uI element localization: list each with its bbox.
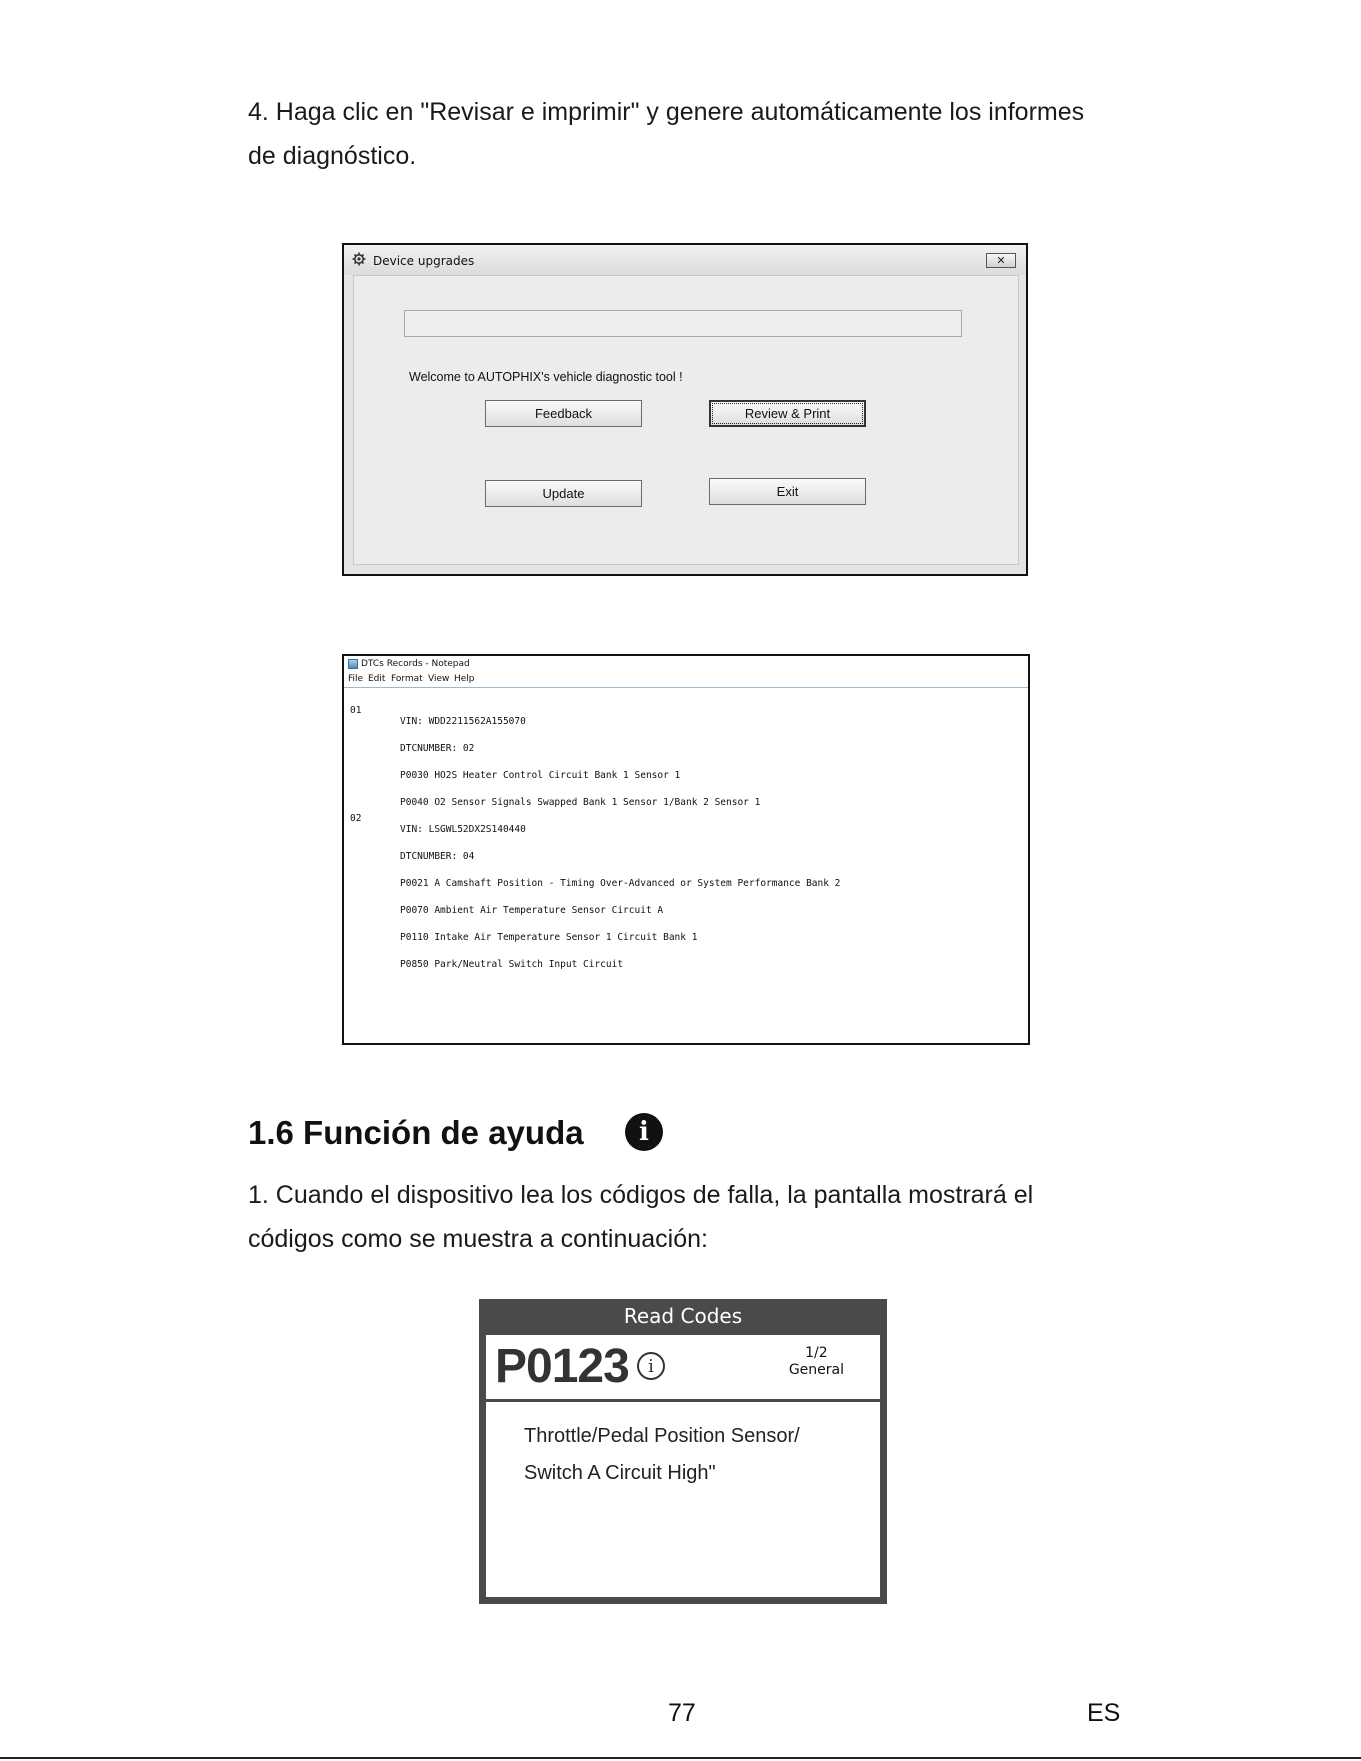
menu-view[interactable]: View bbox=[428, 674, 450, 684]
code-category: General bbox=[788, 1362, 844, 1378]
description-line-1: Throttle/Pedal Position Sensor/ bbox=[524, 1425, 800, 1447]
notepad-menubar bbox=[344, 672, 1028, 688]
code-page-indicator bbox=[789, 1345, 844, 1379]
text-line bbox=[350, 937, 624, 981]
dialog-body bbox=[353, 275, 1019, 565]
notepad-icon bbox=[348, 659, 358, 669]
feedback-button[interactable]: Feedback bbox=[485, 400, 642, 427]
dialog-titlebar bbox=[344, 245, 1026, 275]
progress-field bbox=[404, 310, 962, 337]
record-number: 01 bbox=[350, 705, 362, 716]
menu-file[interactable]: File bbox=[348, 674, 364, 684]
line-text: DTCNUMBER: 04 bbox=[400, 851, 475, 862]
read-codes-screen bbox=[479, 1299, 887, 1604]
line-text: VIN: WDD2211562A155070 bbox=[400, 716, 526, 727]
menu-format[interactable]: Format bbox=[391, 674, 423, 684]
line-text: VIN: LSGWL52DX2S140440 bbox=[400, 824, 526, 835]
language-code: ES bbox=[1087, 1699, 1121, 1727]
line-text: P0030 HO2S Heater Control Circuit Bank 1 Sensor 1 bbox=[400, 770, 681, 781]
screen-title: Read Codes bbox=[623, 1304, 743, 1328]
code-panel bbox=[486, 1335, 880, 1399]
fault-code: P0123 bbox=[495, 1340, 629, 1393]
line-text: P0021 A Camshaft Position - Timing Over-Advanced or System Performance Bank 2 bbox=[400, 878, 841, 889]
notepad-title: DTCs Records - Notepad bbox=[361, 659, 470, 669]
menu-help[interactable]: Help bbox=[454, 674, 475, 684]
page-counter: 1/2 bbox=[805, 1345, 828, 1361]
page-number: 77 bbox=[668, 1699, 696, 1727]
info-icon: i bbox=[637, 1352, 665, 1380]
line-text: P0040 O2 Sensor Signals Swapped Bank 1 Sensor 1/Bank 2 Sensor 1 bbox=[400, 797, 761, 808]
step-4-line-2: de diagnóstico. bbox=[248, 142, 417, 170]
help-intro-line-2: códigos como se muestra a continuación: bbox=[248, 1225, 708, 1253]
line-text: DTCNUMBER: 02 bbox=[400, 743, 475, 754]
step-4-paragraph bbox=[248, 90, 1084, 178]
line-text: P0070 Ambient Air Temperature Sensor Circuit A bbox=[400, 905, 664, 916]
line-text: P0110 Intake Air Temperature Sensor 1 Circuit Bank 1 bbox=[400, 932, 698, 943]
dialog-title: Device upgrades bbox=[373, 254, 475, 268]
close-button[interactable]: ✕ bbox=[986, 253, 1016, 268]
record-number: 02 bbox=[350, 813, 362, 824]
section-heading: 1.6 Función de ayuda bbox=[248, 1114, 584, 1151]
description-panel bbox=[486, 1402, 880, 1597]
notepad-titlebar bbox=[344, 656, 1028, 672]
device-upgrades-dialog bbox=[342, 243, 1028, 576]
line-text: P0850 Park/Neutral Switch Input Circuit bbox=[400, 959, 624, 970]
bottom-rule bbox=[0, 1757, 1361, 1759]
notepad-window bbox=[342, 654, 1030, 1045]
help-intro-paragraph bbox=[248, 1173, 1033, 1261]
step-4-line-1: 4. Haga clic en "Revisar e imprimir" y genere automáticamente los informes bbox=[248, 98, 1085, 126]
review-print-button[interactable]: Review & Print bbox=[709, 400, 866, 427]
welcome-message: Welcome to AUTOPHIX's vehicle diagnostic tool ! bbox=[409, 370, 683, 384]
menu-edit[interactable]: Edit bbox=[368, 674, 386, 684]
update-button[interactable]: Update bbox=[485, 480, 642, 507]
exit-button[interactable]: Exit bbox=[709, 478, 866, 505]
help-intro-line-1: 1. Cuando el dispositivo lea los códigos de falla, la pantalla mostrará el bbox=[248, 1181, 1034, 1209]
description-line-2: Switch A Circuit High" bbox=[524, 1462, 716, 1484]
info-icon: i bbox=[625, 1113, 663, 1151]
code-description bbox=[524, 1418, 800, 1492]
gear-icon bbox=[352, 252, 366, 266]
